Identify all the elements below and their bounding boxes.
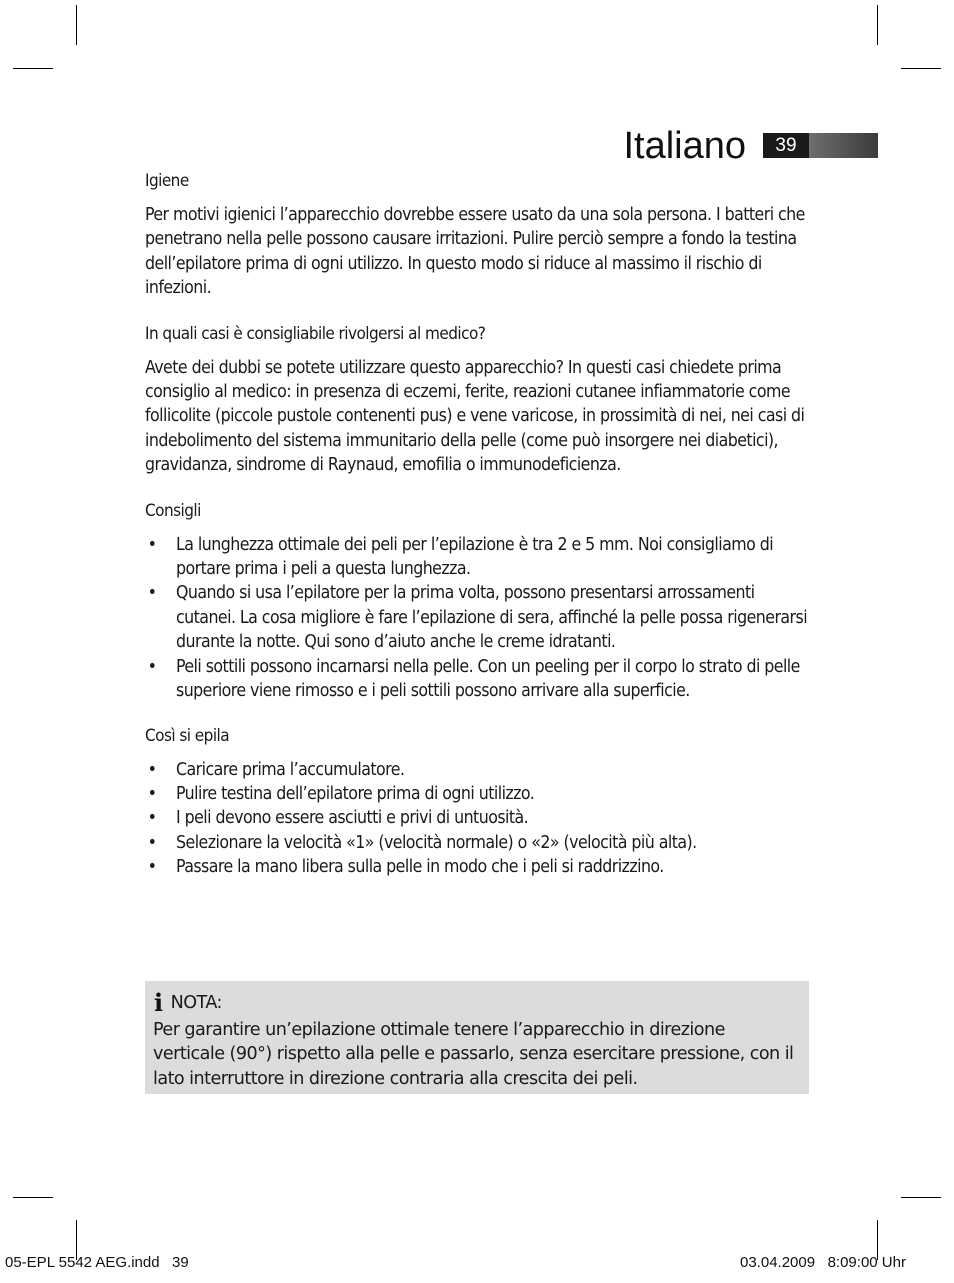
bullet-icon: • [147, 759, 157, 780]
section-heading-consigli: Consigli [145, 500, 201, 521]
paragraph-medico: Avete dei dubbi se potete utilizzare questo apparecchio? In questi casi chiedete prima consiglio al medico: in presenza di eczemi, ferite, reazioni cutanee infiammatorie come follicolite (piccole pustole contenenti pus) e vene varicose, in prossimità di nei, nei casi di indebolimento del sistema immunitario della pelle (come può insorgere nei diabetici), gravidanza, sindrome di Raynaud, emofilia o immunodeficienza. [145, 357, 805, 476]
crop-mark [901, 68, 941, 69]
bullet-icon: • [147, 583, 157, 604]
section-heading-igiene: Igiene [145, 171, 189, 191]
note-label: NOTA: [170, 993, 222, 1013]
bullet-icon: • [147, 857, 157, 878]
crop-mark [877, 5, 878, 45]
page-number-badge: 39 [763, 133, 809, 158]
note-text: Per garantire un’epilazione ottimale tenere l’apparecchio in direzione verticale (90°) rispetto alla pelle e passarlo, senza esercitare pressione, con il lato interruttore in direzione contraria alla crescita dei peli. [153, 1020, 794, 1089]
list-item: • Pulire testina dell’epilatore prima di ogni utilizzo. [145, 782, 811, 806]
info-icon: i [154, 988, 163, 1018]
list-item: • Caricare prima l’accumulatore. [145, 758, 811, 782]
footer-datetime: 03.04.2009 8:09:00 Uhr [740, 1254, 906, 1271]
bullet-icon: • [147, 832, 157, 853]
note-header [154, 988, 222, 1018]
bullet-icon: • [147, 808, 157, 829]
list-item: • I peli devono essere asciutti e privi di untuosità. [145, 806, 811, 830]
crop-mark [901, 1197, 941, 1198]
crop-mark [76, 5, 77, 45]
list-epila [145, 758, 811, 880]
list-consigli [145, 533, 811, 704]
list-item: • Passare la mano libera sulla pelle in modo che i peli si raddrizzino. [145, 855, 811, 879]
header-bar [809, 133, 878, 158]
bullet-icon: • [147, 534, 157, 555]
list-item: • Peli sottili possono incarnarsi nella pelle. Con un peeling per il corpo lo strato di pelle superiore viene rimosso e i peli sottili possono arrivare alla superficie. [145, 655, 811, 704]
section-heading-medico: In quali casi è consigliabile rivolgersi al medico? [145, 323, 486, 344]
note-box [145, 981, 809, 1094]
list-item: • La lunghezza ottimale dei peli per l’epilazione è tra 2 e 5 mm. Noi consigliamo di portare prima i peli a questa lunghezza. [145, 533, 811, 582]
list-item: • Selezionare la velocità «1» (velocità normale) o «2» (velocità più alta). [145, 831, 811, 855]
footer-file-name: 05-EPL 5542 AEG.indd 39 [5, 1254, 189, 1271]
section-heading-epila: Così si epila [145, 725, 230, 746]
paragraph-igiene: Per motivi igienici l’apparecchio dovrebbe essere usato da una sola persona. I batteri che penetrano nella pelle possono causare irritazioni. Pulire perciò sempre a fondo la testina dell’epilatore prima di ogni utilizzo. In questo modo si riduce al massimo il rischio di infezioni. [145, 205, 805, 299]
bullet-icon: • [147, 783, 157, 804]
crop-mark [13, 1197, 53, 1198]
main-content [145, 169, 811, 880]
bullet-icon: • [147, 656, 157, 677]
list-item: • Quando si usa l’epilatore per la prima volta, possono presentarsi arrossamenti cutanei. La cosa migliore è fare l’epilazione di sera, affinché la pelle possa rigenerarsi durante la notte. Qui sono d’aiuto anche le creme idratanti. [145, 581, 811, 654]
crop-mark [13, 68, 53, 69]
page-title: Italiano [623, 125, 746, 167]
